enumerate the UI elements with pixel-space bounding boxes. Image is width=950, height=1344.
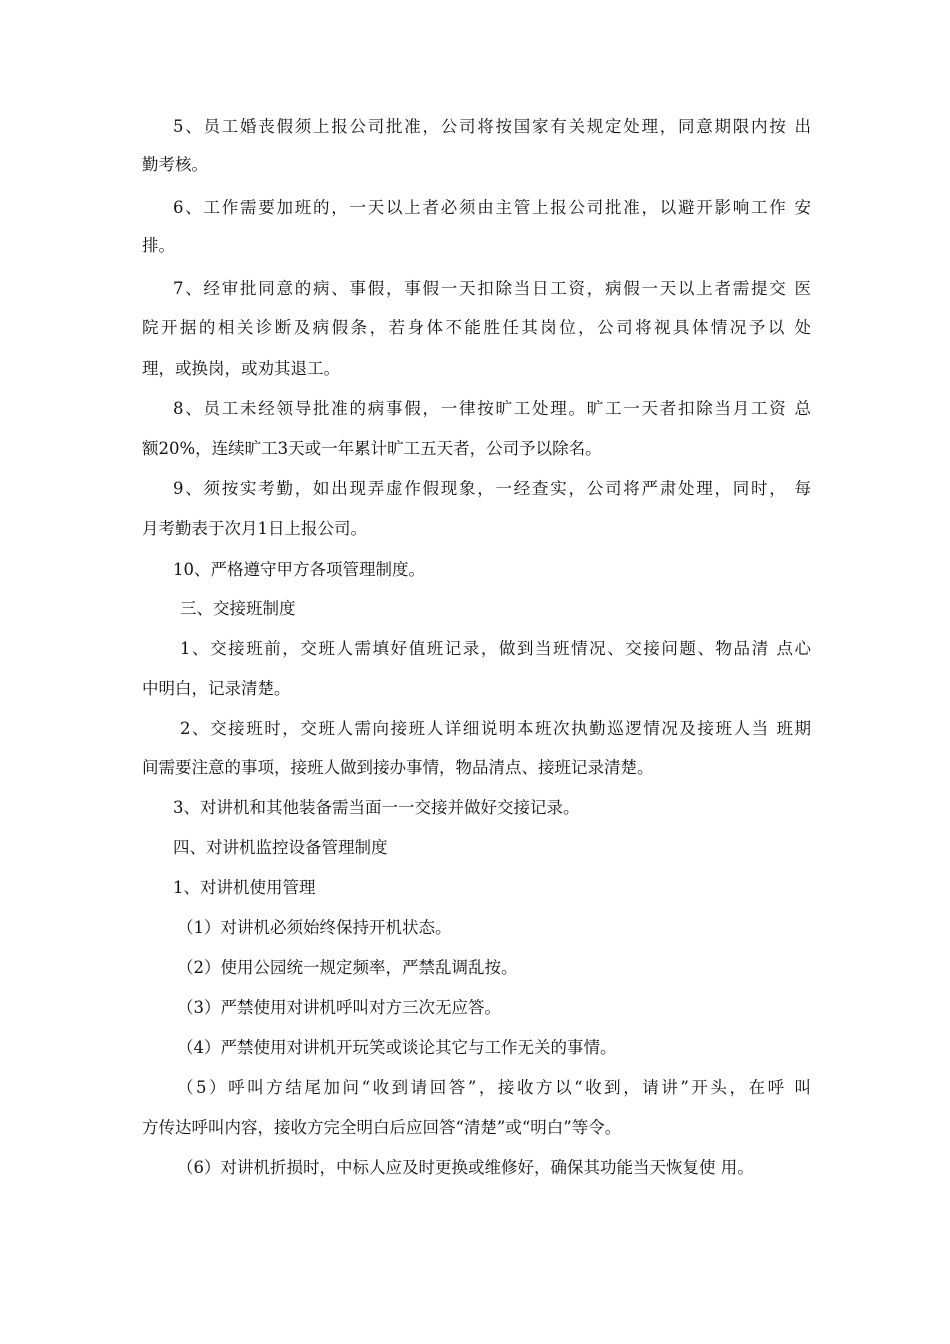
paragraph-line: 额20%，连续旷工3天或一年累计旷工五天者，公司予以除名。 (142, 439, 602, 458)
paragraph-line: 7、经审批同意的病、事假，事假一天扣除当日工资，病假一天以上者需提交 医 (173, 279, 811, 298)
section-heading: 四、对讲机监控设备管理制度 (173, 838, 388, 857)
section-heading: 三、交接班制度 (180, 599, 296, 618)
paragraph-line: 9、须按实考勤，如出现弄虚作假现象，一经查实，公司将严肃处理，同时， 每 (173, 479, 811, 498)
paragraph-line: 10、严格遵守甲方各项管理制度。 (173, 560, 425, 579)
paragraph-line: （3）严禁使用对讲机呼叫对方三次无应答。 (177, 998, 501, 1017)
paragraph-line: 院开据的相关诊断及病假条，若身体不能胜任其岗位，公司将视具体情况予以 处 (142, 318, 811, 337)
paragraph-line: （5）呼叫方结尾加问“收到请回答”，接收方以“收到，请讲”开头，在呼 叫 (177, 1078, 811, 1097)
paragraph-line: 中明白，记录清楚。 (142, 679, 291, 698)
paragraph-line: 排。 (142, 236, 175, 255)
paragraph-line: （4）严禁使用对讲机开玩笑或谈论其它与工作无关的事情。 (177, 1038, 617, 1057)
paragraph-line: 5、员工婚丧假须上报公司批准，公司将按国家有关规定处理，同意期限内按 出 (173, 117, 811, 136)
subheading: 1、对讲机使用管理 (173, 878, 316, 897)
paragraph-line: 理，或换岗，或劝其退工。 (142, 359, 340, 378)
paragraph-line: （2）使用公园统一规定频率，严禁乱调乱按。 (177, 958, 518, 977)
paragraph-line: 间需要注意的事项，接班人做到接办事情，物品清点、接班记录清楚。 (142, 758, 654, 777)
paragraph-line: 1、交接班前，交班人需填好值班记录，做到当班情况、交接问题、物品清 点心 (180, 639, 811, 658)
paragraph-line: 6、工作需要加班的，一天以上者必须由主管上报公司批准，以避开影响工作 安 (173, 198, 811, 217)
paragraph-line: 8、员工未经领导批准的病事假，一律按旷工处理。旷工一天者扣除当月工资 总 (173, 399, 811, 418)
paragraph-line: 3、对讲机和其他装备需当面一一交接并做好交接记录。 (173, 798, 580, 817)
paragraph-line: （6）对讲机折损时，中标人应及时更换或维修好，确保其功能当天恢复使 用。 (177, 1158, 754, 1177)
paragraph-line: 方传达呼叫内容，接收方完全明白后应回答“清楚”或“明白”等令。 (142, 1118, 622, 1137)
paragraph-line: 勤考核。 (142, 155, 208, 174)
paragraph-line: 月考勤表于次月1日上报公司。 (142, 519, 367, 538)
paragraph-line: （1）对讲机必须始终保持开机状态。 (177, 918, 452, 937)
paragraph-line: 2、交接班时，交班人需向接班人详细说明本班次执勤巡逻情况及接班人当 班期 (180, 719, 811, 738)
